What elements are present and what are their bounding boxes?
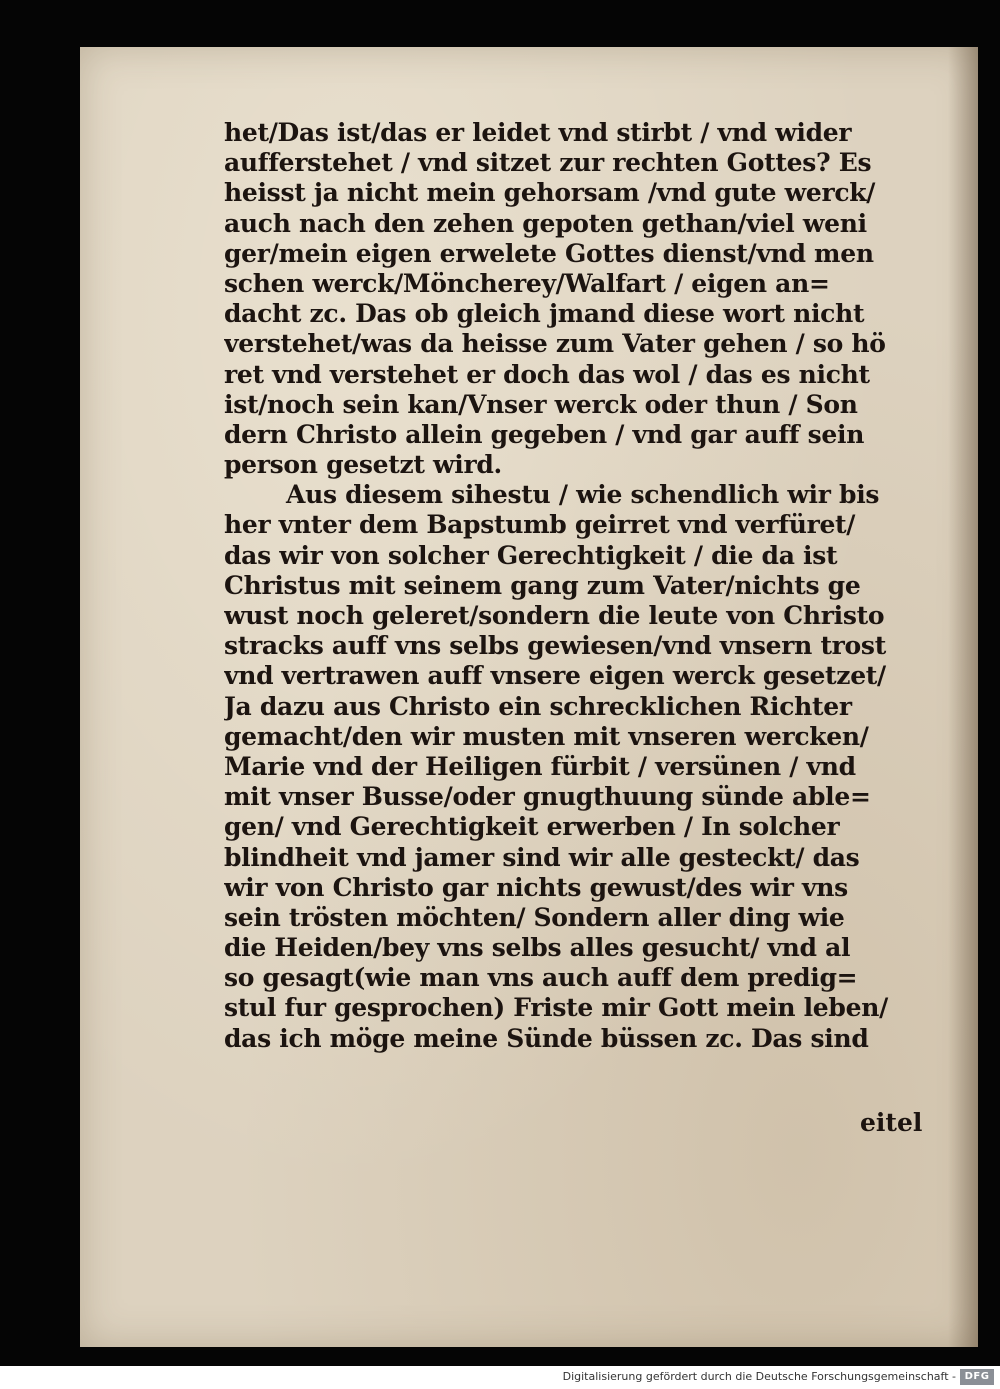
text-line-26: wir von Christo gar nichts gewust/des wir vns xyxy=(224,872,848,902)
page-text-block xyxy=(224,118,944,1054)
text-line-3: heisst ja nicht mein gehorsam /vnd gute werck/ xyxy=(224,178,876,208)
text-line-7: dacht zc. Das ob gleich jmand diese wort nicht xyxy=(224,299,865,329)
text-line-16: Christus mit seinem gang zum Vater/nichts ge xyxy=(224,570,861,600)
text-line-28: die Heiden/bey vns selbs alles gesucht/ vnd al xyxy=(224,933,851,963)
text-line-8: verstehet/was da heisse zum Vater gehen / so hö xyxy=(224,329,886,359)
page-edge-shadow xyxy=(948,47,978,1347)
text-line-6: schen werck/Möncherey/Walfart / eigen an= xyxy=(224,268,830,298)
text-line-1: het/Das ist/das er leidet vnd stirbt / vnd wider xyxy=(224,118,852,147)
text-line-19: vnd vertrawen auff vnsere eigen werck gesetzet/ xyxy=(224,661,886,691)
text-line-4: auch nach den zehen gepoten gethan/viel weni xyxy=(224,208,867,238)
text-line-17: wust noch geleret/sondern die leute von Christo xyxy=(224,601,885,630)
text-line-12: person gesetzt wird. xyxy=(224,450,502,480)
text-line-30: stul fur gesprochen) Friste mir Gott mein leben/ xyxy=(224,993,888,1023)
text-line-21: gemacht/den wir musten mit vnseren wercken/ xyxy=(224,721,869,751)
text-line-27: sein trösten möchten/ Sondern aller ding wie xyxy=(224,902,845,932)
text-line-20: Ja dazu aus Christo ein schrecklichen Richter xyxy=(224,691,852,721)
text-line-31: das ich möge meine Sünde büssen zc. Das sind xyxy=(224,1023,869,1053)
text-line-25: blindheit vnd jamer sind wir alle gesteckt/ das xyxy=(224,842,860,872)
catchword: eitel xyxy=(860,1108,923,1137)
text-line-11: dern Christo allein gegeben / vnd gar auff sein xyxy=(224,419,865,449)
text-line-24: gen/ vnd Gerechtigkeit erwerben / In solcher xyxy=(224,812,840,842)
text-line-2: aufferstehet / vnd sitzet zur rechten Gottes? Es xyxy=(224,148,872,178)
dfg-logo: DFG xyxy=(960,1369,994,1385)
text-line-13-paragraph-start: Aus diesem sihestu / wie schendlich wir bis xyxy=(286,480,880,510)
text-line-22: Marie vnd der Heiligen fürbit / versünen / vnd xyxy=(224,751,856,781)
text-line-9: ret vnd verstehet er doch das wol / das es nicht xyxy=(224,359,870,389)
text-line-18: stracks auff vns selbs gewiesen/vnd vnsern trost xyxy=(224,631,886,661)
funding-credit: Digitalisierung gefördert durch die Deutsche Forschungsgemeinschaft - xyxy=(562,1370,956,1383)
text-line-15: das wir von solcher Gerechtigkeit / die da ist xyxy=(224,540,838,570)
text-line-29: so gesagt(wie man vns auch auff dem predig= xyxy=(224,963,858,993)
text-line-5: ger/mein eigen erwelete Gottes dienst/vnd men xyxy=(224,238,874,268)
text-line-23: mit vnser Busse/oder gnugthuung sünde able= xyxy=(224,782,871,812)
text-line-10: ist/noch sein kan/Vnser werck oder thun / Son xyxy=(224,389,858,419)
text-line-14: her vnter dem Bapstumb geirret vnd verfüret/ xyxy=(224,510,856,540)
